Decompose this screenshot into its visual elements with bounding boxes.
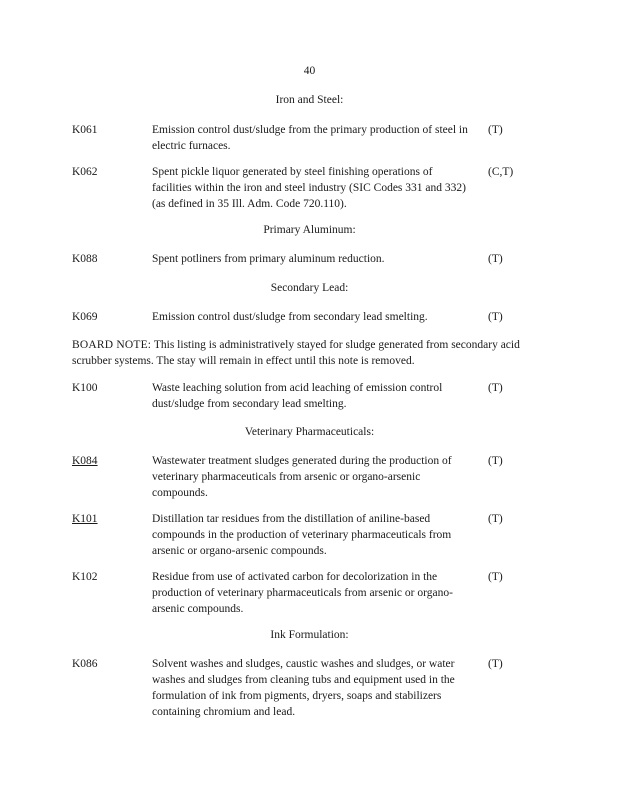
hazard-code: (T) <box>488 311 503 323</box>
waste-code: K069 <box>72 311 98 323</box>
waste-code: K084 <box>72 455 98 467</box>
section-heading-veterinary-pharmaceuticals: Veterinary Pharmaceuticals: <box>244 426 375 438</box>
waste-description: Emission control dust/sludge from the primary production of steel in electric furnaces. <box>152 124 468 152</box>
section-heading-ink-formulation: Ink Formulation: <box>270 629 349 641</box>
waste-code: K062 <box>72 166 98 178</box>
waste-code: K101 <box>72 513 98 525</box>
waste-description: Spent potliners from primary aluminum reduction. <box>152 253 385 265</box>
page-number: 40 <box>303 65 316 77</box>
hazard-code: (T) <box>488 382 503 394</box>
section-heading-iron-steel: Iron and Steel: <box>275 94 344 106</box>
board-note-text: This listing is administratively stayed for sludge generated from secondary acid scrubber systems. The stay will remain in effect until this note is removed. <box>72 339 520 367</box>
waste-code: K088 <box>72 253 98 265</box>
waste-description: Distillation tar residues from the distillation of aniline-based compounds in the production of veterinary pharmaceuticals from arsenic or organo-arsenic compounds. <box>152 513 452 557</box>
hazard-code: (T) <box>488 658 503 670</box>
hazard-code: (T) <box>488 513 503 525</box>
waste-description: Emission control dust/sludge from secondary lead smelting. <box>152 311 428 323</box>
board-note <box>72 337 542 369</box>
waste-description: Solvent washes and sludges, caustic washes and sludges, or water washes and sludges from cleaning tubs and equipment used in the formulation of ink from pigments, dryers, soaps and stabilizers containing chromium and lead. <box>152 658 455 718</box>
waste-description: Residue from use of activated carbon for decolorization in the production of veterinary pharmaceuticals from arsenic or organo-arsenic compounds. <box>152 571 453 615</box>
section-heading-primary-aluminum: Primary Aluminum: <box>263 224 356 236</box>
waste-code: K100 <box>72 382 98 394</box>
waste-code: K086 <box>72 658 98 670</box>
board-note-label: BOARD NOTE: <box>72 339 152 351</box>
waste-description: Spent pickle liquor generated by steel finishing operations of facilities within the iron and steel industry (SIC Codes 331 and 332) (as defined in 35 Ill. Adm. Code 720.110). <box>152 166 466 210</box>
hazard-code: (T) <box>488 124 503 136</box>
waste-code: K102 <box>72 571 98 583</box>
hazard-code: (T) <box>488 455 503 467</box>
waste-description: Waste leaching solution from acid leaching of emission control dust/sludge from secondary lead smelting. <box>152 382 443 410</box>
section-heading-secondary-lead: Secondary Lead: <box>270 282 349 294</box>
hazard-code: (T) <box>488 253 503 265</box>
hazard-code: (T) <box>488 571 503 583</box>
hazard-code: (C,T) <box>488 166 514 178</box>
waste-description: Wastewater treatment sludges generated during the production of veterinary pharmaceuticals from arsenic or organo-arsenic compounds. <box>152 455 452 499</box>
waste-code: K061 <box>72 124 98 136</box>
